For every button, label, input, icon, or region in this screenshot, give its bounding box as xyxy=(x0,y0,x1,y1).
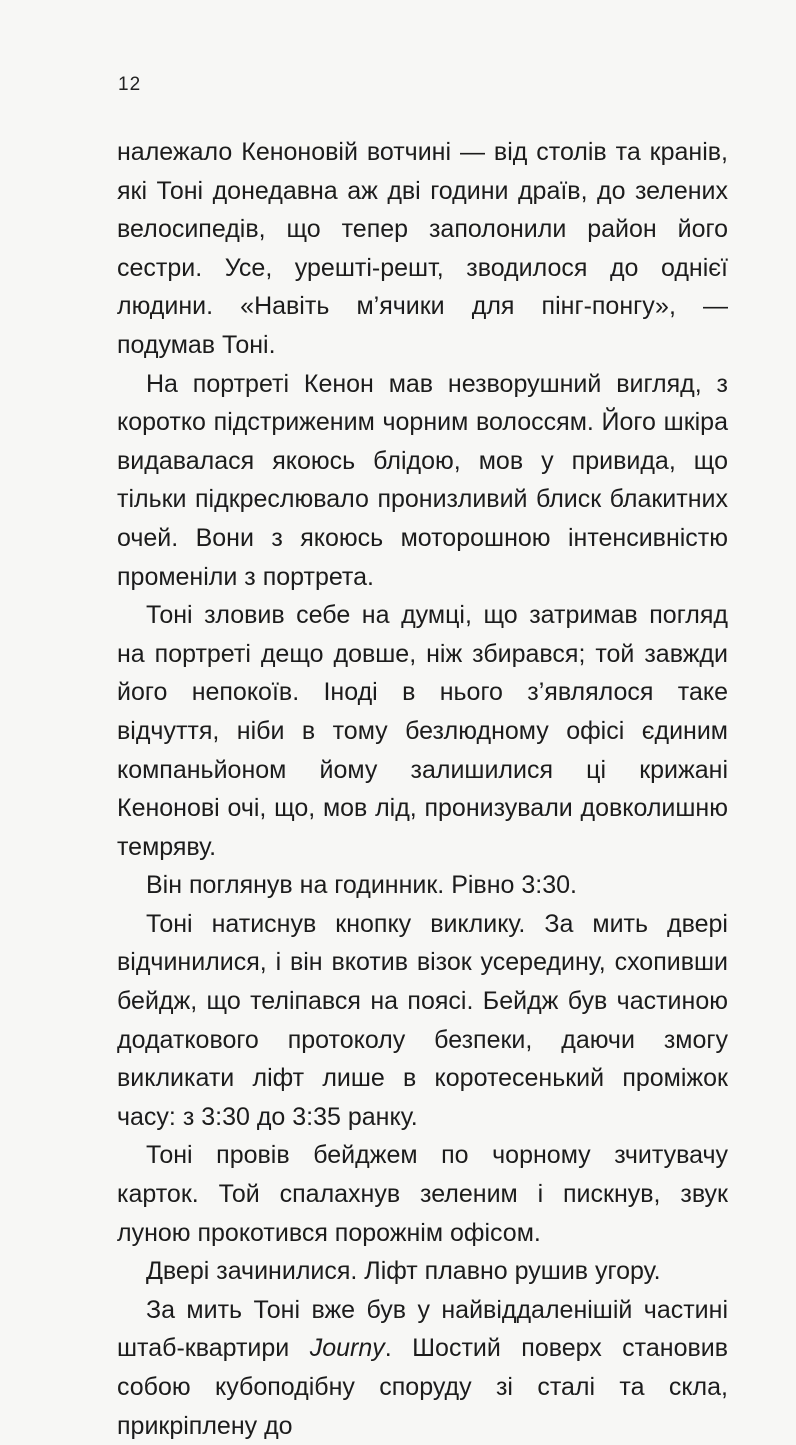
paragraph-5: Тоні натиснув кнопку виклику. За мить двері відчинилися, і він вкотив візок усередину, схопивши бейдж, що теліпався на поясі. Бейдж був частиною додаткового протоколу безпеки, даючи змогу викликати ліфт лише в коротесенький проміжок часу: з 3:30 до 3:35 ранку. xyxy=(117,909,728,1131)
paragraph-6: Тоні провів бейджем по чорному зчитувачу карток. Той спалахнув зеленим і пискнув, звук луною прокотився порожнім офісом. xyxy=(117,1141,728,1247)
paragraph-7: Двері зачинилися. Ліфт плавно рушив угору. xyxy=(146,1257,661,1286)
paragraph-8-end: . Шостий поверх становив собою кубоподібну споруду зі сталі та скла, прикріплену до xyxy=(117,1334,728,1440)
page-number: 12 xyxy=(118,74,142,95)
paragraph-8 xyxy=(117,1291,728,1445)
body-text xyxy=(117,133,728,1445)
company-name: Journy xyxy=(309,1334,385,1363)
paragraph-2: На портреті Кенон мав незворушний вигляд, з коротко підстриженим чорним волоссям. Його шкіра видавалася якоюсь блідою, мов у привида, що тільки підкреслювало пронизливий блиск блакитних очей. Вони з якоюсь моторошною інтенсивністю променіли з портрета. xyxy=(117,369,728,591)
paragraph-3: Тоні зловив себе на думці, що затримав погляд на портреті дещо довше, ніж збирався; той завжди його непокоїв. Іноді в нього з’являлося таке відчуття, ніби в тому безлюдному офісі єдиним компаньйоном йому залишилися ці крижані Кенонові очі, що, мов лід, пронизували довколишню темряву. xyxy=(117,601,728,861)
paragraph-1: належало Кеноновій вотчині — від столів та кранів, які Тоні донедавна аж дві години драїв, до зелених велосипедів, що тепер заполонили район його сестри. Усе, урешті-решт, зводилося до однієї людини. «Навіть м’ячики для пінг-понгу», — подумав Тоні. xyxy=(117,138,728,359)
paragraph-8-start: За мить Тоні вже був у найвіддаленішій частині штаб-квартири xyxy=(117,1295,728,1363)
paragraph-4: Він поглянув на годинник. Рівно 3:30. xyxy=(146,871,577,900)
